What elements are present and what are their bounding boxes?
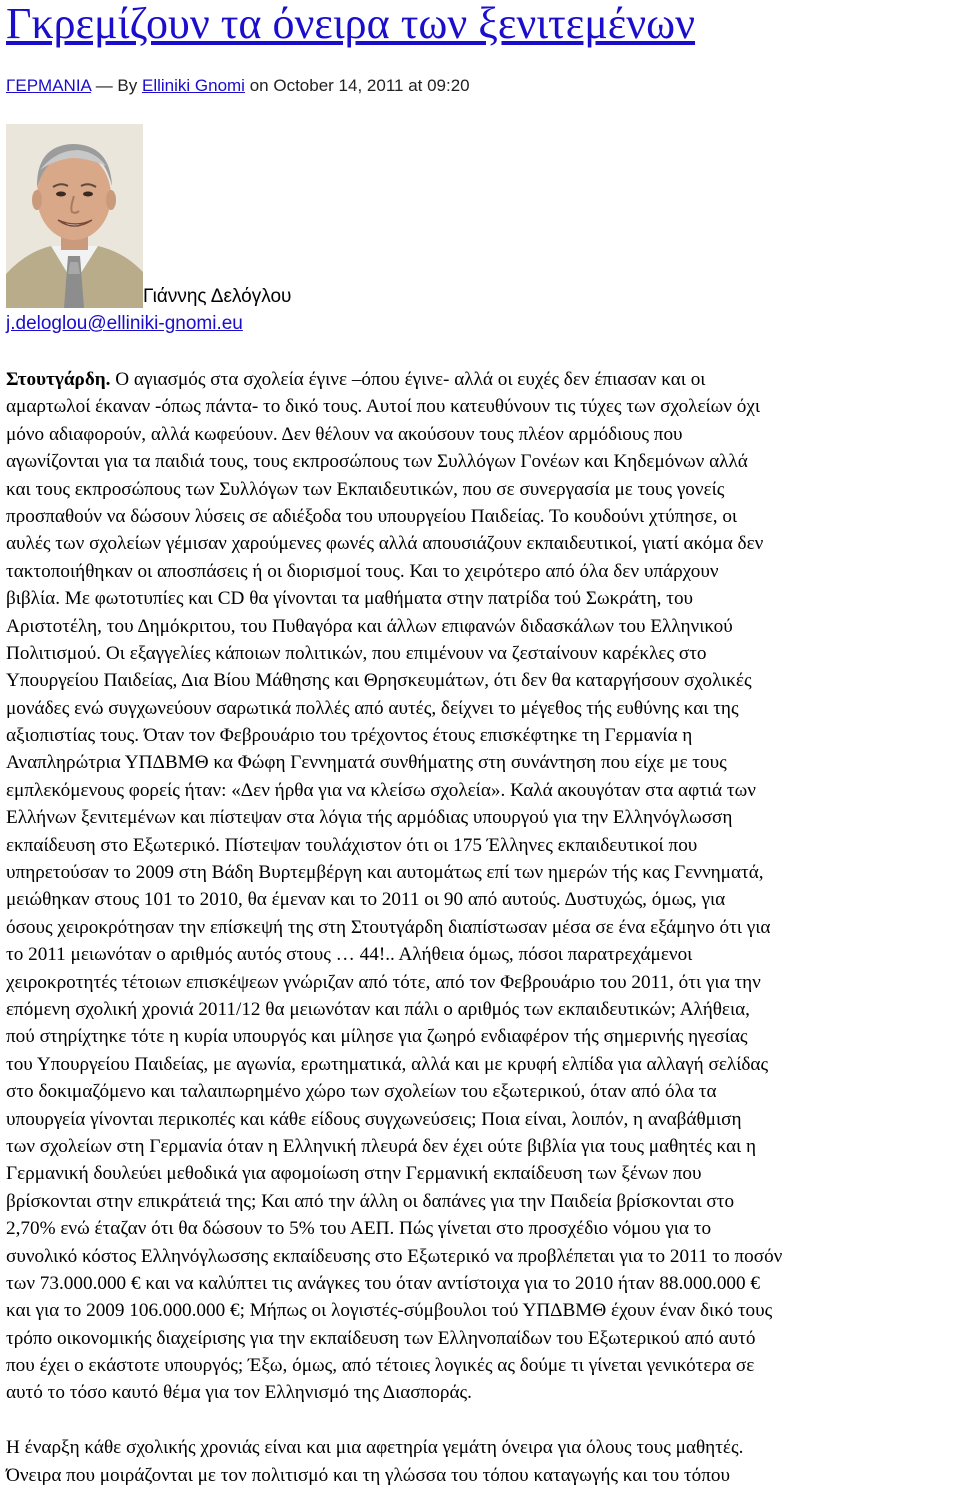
- body-line-text: βιβλία. Με φωτοτυπίες και CD θα γίνονται τα μαθήματα στην πατρίδα τού Σωκράτη, του: [6, 588, 694, 610]
- body-line: [6, 1243, 960, 1270]
- body-line-text: το 2011 μειωνόταν ο αριθμός αυτός στους … 44!.. Αλήθεια όμως, πόσοι παρατρεχάμενοι: [6, 944, 693, 966]
- body-line: [6, 613, 960, 640]
- body-line-text: μόνο αδιαφορούν, αλλά κωφεύουν. Δεν θέλουν να ακούσουν τους πλέον αρμόδιους που: [6, 423, 683, 445]
- body-line: [6, 530, 960, 557]
- body-line: [6, 1160, 960, 1187]
- body-line: [6, 585, 960, 612]
- body-line: [6, 969, 960, 996]
- body-line: [6, 421, 960, 448]
- body-line: [6, 366, 960, 393]
- body-line: [6, 448, 960, 475]
- body-line: [6, 1325, 960, 1352]
- body-line: [6, 941, 960, 968]
- body-line-text: Ελλήνων ξενιτεμένων και πίστεψαν στα λόγια τής αρμόδιας υπουργού για την Ελληνόγλωσση: [6, 807, 733, 829]
- body-line-text: στο δοκιμαζόμενο και ταλαιπωρημένο χώρο των σχολείων του εξωτερικού, όταν από όλα τα: [6, 1081, 717, 1103]
- body-line-text: Υπουργείου Παιδείας, Δια Βίου Μάθησης και Θρησκευμάτων, ότι δεν θα καταργήσουν σχολικές: [6, 670, 752, 692]
- body-line-text: Πολιτισμού. Οι εξαγγελίες κάποιων πολιτικών, που επιμένουν να ζεσταίνουν καρέκλες στο: [6, 642, 707, 664]
- body-line-text: προσπαθούν να δώσουν λύσεις σε αδιέξοδα του υπουργείου Παιδείας. Το κουδούνι χτύπησε, οι: [6, 505, 738, 527]
- article-body: [6, 366, 960, 1489]
- body-line-text: υπουργεία γίνονται περικοπές και κάθε είδους συγχωνεύσεις; Ποια είναι, λοιπόν, η αναβάθμιση: [6, 1108, 742, 1130]
- body-line-text: εμπλεκόμενους φορείς ήταν: «Δεν ήρθα για να κλείσω σχολεία». Καλά ακουγόταν στα αφτιά των: [6, 779, 756, 801]
- author-photo: [6, 124, 143, 308]
- body-line-text: συνολικό κόστος Ελληνόγλωσσης εκπαίδευσης στο Εξωτερικό να προβλέπεται για το 2011 το ποσόν: [6, 1245, 783, 1267]
- author-link[interactable]: Elliniki Gnomi: [141, 76, 245, 95]
- body-line: [6, 1023, 960, 1050]
- body-line: [6, 832, 960, 859]
- body-line: [6, 1133, 960, 1160]
- body-line: [6, 503, 960, 530]
- body-line-text: των 73.000.000 € και να καλύπτει τις ανάγκες του όταν αντίστοιχα για το 2010 ήταν 88.000.000 €: [6, 1272, 761, 1294]
- body-line-text: που έχει ο εκάστοτε υπουργός; Έξω, όμως, από τέτοιες λογικές ας δούμε τι γίνεται γενικότερα σε: [6, 1355, 755, 1377]
- body-line-text: μονάδες ενώ συγχωνεύουν σαρωτικά πολλές από αυτές, δείχνει το μέγεθος τής ευθύνης και της: [6, 697, 739, 719]
- author-name: Γιάννης Δελόγλου: [143, 286, 292, 307]
- body-line-text: αμαρτωλοί έκαναν -όπως πάντα- το δικό τους. Αυτοί που κατευθύνουν τις τύχες των σχολείων όχι: [6, 396, 761, 418]
- body-line-text: όσους χειροκρότησαν την επίσκεψή της στη Στουτγάρδη διαπίστωσαν μέσα σε ένα εξάμηνο ότι για: [6, 916, 771, 938]
- body-line-text: Αναπληρώτρια ΥΠΔΒΜΘ κα Φώφη Γεννηματά συνθήματης στη συνάντηση που είχε με τους: [6, 752, 727, 774]
- paragraph-gap: [6, 1407, 960, 1434]
- article-title[interactable]: Γκρεμίζουν τα όνειρα των ξενιτεμένων: [6, 0, 696, 48]
- body-line-text: εκπαίδευση στο Εξωτερικό. Πίστεψαν τουλάχιστον ότι οι 175 Έλληνες εκπαιδευτικοί που: [6, 834, 698, 856]
- body-line: [6, 1297, 960, 1324]
- publish-date: October 14, 2011 at 09:20: [273, 76, 470, 95]
- body-line: [6, 777, 960, 804]
- body-line: [6, 558, 960, 585]
- body-line: Η έναρξη κάθε σχολικής χρονιάς είναι και μια αφετηρία γεμάτη όνειρα για όλους τους μαθητές.: [6, 1437, 744, 1459]
- body-line: [6, 1188, 960, 1215]
- body-line-text: 2,70% ενώ έταζαν ότι θα δώσουν το 5% του ΑΕΠ. Πώς γίνεται στο προσχέδιο νόμου για το: [6, 1218, 712, 1240]
- body-line: [6, 695, 960, 722]
- body-line: [6, 640, 960, 667]
- body-line-text: των σχολείων στη Γερμανία όταν η Ελληνική πλευρά δεν έχει ούτε βιβλία για τους μαθητές και η: [6, 1135, 757, 1157]
- category-link[interactable]: ΓΕΡΜΑΝΙΑ: [6, 76, 91, 95]
- body-line-text: τρόπο οικονομικής διαχείρισης για την εκπαίδευση των Ελληνοπαίδων του Εξωτερικού από αυτό: [6, 1327, 756, 1349]
- body-line-text: χειροκροτητές τέτοιων επισκέψεων γνώριζαν από τότε, από τον Φεβρουάριο του 2011, ότι για την: [6, 971, 761, 993]
- body-line-text: αγωνίζονται για τα παιδιά τους, τους εκπροσώπους των Συλλόγων Γονέων και Κηδεμόνων αλλά: [6, 451, 748, 473]
- body-line-text: αυτό το τόσο καυτό θέμα για τον Ελληνισμό της Διασποράς.: [6, 1382, 472, 1404]
- body-line: [6, 804, 960, 831]
- body-line: [6, 1270, 960, 1297]
- paragraph-1: [6, 366, 960, 1407]
- body-line-text: βρίσκονται στην επικράτειά της; Και από την άλλη οι δαπάνες για την Παιδεία βρίσκονται στο: [6, 1190, 735, 1212]
- body-line: [6, 1106, 960, 1133]
- body-line: [6, 996, 960, 1023]
- body-line-text: αυλές των σχολείων γέμισαν χαρούμενες φωνές αλλά απουσιάζουν εκπαιδευτικοί, γιατί ακόμα δεν: [6, 533, 764, 555]
- body-line-text: Γερμανική δουλεύει μεθοδικά για αφομοίωση στην Γερμανική εκπαίδευση των ξένων που: [6, 1163, 702, 1185]
- body-line: [6, 476, 960, 503]
- body-line: [6, 1352, 960, 1379]
- body-line-text: Ο αγιασμός στα σχολεία έγινε –όπου έγινε- αλλά οι ευχές δεν έπιασαν και οι: [110, 369, 706, 390]
- body-line-text: υπηρετούσαν το 2009 στη Βάδη Βυρτεμβέργη και αυτομάτως επί των ημερών τής κας Γεννηματά,: [6, 862, 764, 884]
- byline-separator: — By: [95, 76, 138, 95]
- body-line: [6, 1215, 960, 1242]
- body-line: [6, 1078, 960, 1105]
- dateline: Στουτγάρδη.: [6, 369, 111, 390]
- body-line: [6, 1051, 960, 1078]
- body-line-text: και τους εκπροσώπους των Συλλόγων των Εκπαιδευτικών, που σε συνεργασία με τους γονείς: [6, 478, 725, 500]
- body-line-text: επόμενη σχολική χρονιά 2011/12 θα μειωνόταν και πάλι ο αριθμός των εκπαιδευτικών; Αλήθεια,: [6, 998, 750, 1020]
- paragraph-2: [6, 1434, 960, 1489]
- body-line: [6, 914, 960, 941]
- body-line-text: τακτοποιήθηκαν οι αποσπάσεις ή οι διορισμοί τους. Και το χειρότερο από όλα δεν υπάρχουν: [6, 560, 719, 582]
- body-line-text: πού στηρίχτηκε τότε η κυρία υπουργός και μίλησε για ζωηρό ενδιαφέρον τής σημερινής ηγεσίας: [6, 1026, 748, 1048]
- body-line: [6, 722, 960, 749]
- body-line-text: αξιοπιστίας τους. Όταν τον Φεβρουάριο του τρέχοντος έτους επισκέφτηκε τη Γερμανία η: [6, 725, 693, 747]
- body-line: [6, 749, 960, 776]
- body-line-text: Αριστοτέλη, του Δημόκριτου, του Πυθαγόρα και άλλων επιφανών διδασκάλων του Ελληνικού: [6, 615, 733, 637]
- body-line-text: μειώθηκαν στους 101 το 2010, θα έμεναν και το 2011 οι 90 από αυτούς. Δυστυχώς, όμως, για: [6, 889, 726, 911]
- author-email-link[interactable]: j.deloglou@elliniki-gnomi.eu: [6, 313, 243, 334]
- article-meta: [6, 76, 470, 96]
- body-line-text: και για το 2009 106.000.000 €; Μήπως οι λογιστές-σύμβουλοι τού ΥΠΔΒΜΘ έχουν έναν δικό τους: [6, 1300, 773, 1322]
- date-prefix: on: [249, 76, 269, 95]
- body-line: [6, 886, 960, 913]
- body-line: [6, 667, 960, 694]
- body-line-text: του Υπουργείου Παιδείας, με αγωνία, ερωτηματικά, αλλά και με κρυφή ελπίδα για αλλαγή σελίδας: [6, 1053, 769, 1075]
- body-line: [6, 859, 960, 886]
- body-line: [6, 1379, 960, 1406]
- author-portrait-image: [6, 124, 143, 308]
- body-line: Όνειρα που μοιράζονται με τον πολιτισμό και τη γλώσσα του τόπου καταγωγής και του τόπου: [6, 1464, 730, 1486]
- body-line: [6, 393, 960, 420]
